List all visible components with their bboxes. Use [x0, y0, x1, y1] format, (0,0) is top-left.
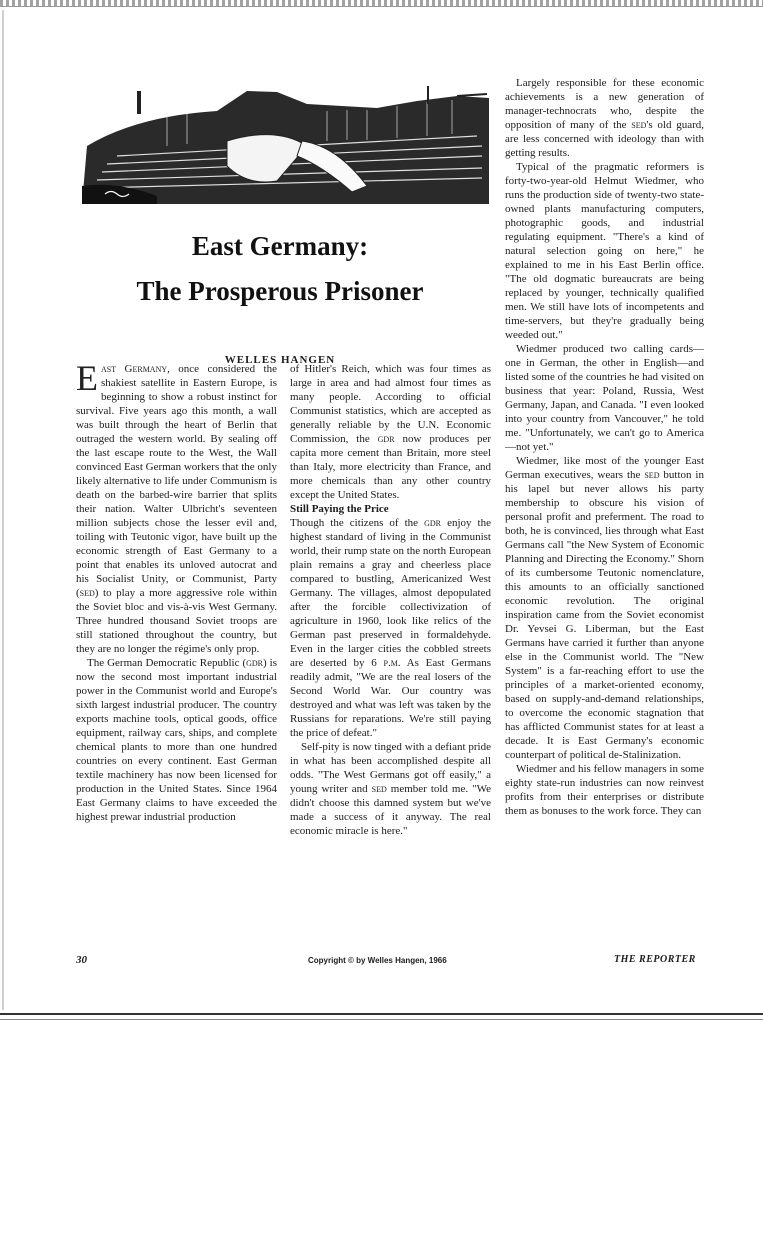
text: Self-pity is now tinged with a defiant pride in what has been accomplished despite all odds. "The West Germans got off easily," a young writer and — [290, 741, 491, 795]
paragraph: Wiedmer produced two calling cards—one in German, the other in English—and listed some of the countries he had visited on business that year: Poland, Russia, West Germany, Japan, and Canada. "I even looked into your country from Vancouver," he told me. "Unfortunately, we can't go to America—not yet." — [505, 343, 704, 453]
article-title-line-1: East Germany: — [191, 231, 369, 261]
paragraph: Typical of the pragmatic reformers is forty-two-year-old Helmut Wiedmer, who runs the production side of twenty-two state-owned plants manufacturing computers, photographic goods, and industrial regulating equipment. "There's a kind of natural selection going on here," he explained to me in his East Berlin office. "The old dogmatic bureaucrats are being replaced by younger, technically qualified men. We still have lots of incompetents and time-servers, but they're gradually being weeded out." — [505, 161, 704, 341]
paragraph: Wiedmer and his fellow managers in some eighty state-run industries can now reinvest profits from their enterprises or distribute them as bonuses to the work force. They can — [505, 763, 704, 817]
section-subhead: Still Paying the Price — [290, 503, 389, 515]
abbrev: gdr — [377, 433, 395, 445]
paragraph — [505, 454, 704, 762]
text: Though the citizens of the — [290, 517, 425, 529]
text: of Hitler's Reich, which was four times as large in area and had almost four times as many people. According to official Communist statistics, which are accepted as generally reliable by the U.N. Economic Commission, the — [290, 363, 491, 445]
text: Largely responsible for these economic achievements is a new generation of manager-technocrats who, despite the opposition of many of the — [505, 77, 704, 131]
text: once considered the shakiest satellite in Eastern Europe, is beginning to show a robust instinct for survival. Five years ago this month, a wall was built through the heart of Berlin that outraged the western world. By sealing off the last escape route to the West, the Wall convinced East German workers that the only likely alternative to life under Communism is death on the barbed-wire barrier that splits their nation. Walter Ulbricht's seventeen million subjects chose the lesser evil and, toiling with Teutonic vigor, have built up the economic strength of East Germany to a point that enables its unloved autocrat and his Socialist Unity, or Communist, Party ( — [76, 363, 277, 599]
paragraph — [290, 740, 491, 838]
abbrev: sed — [631, 119, 647, 131]
page-edge-left — [2, 10, 4, 1010]
abbrev: sed — [371, 783, 387, 795]
paragraph — [290, 362, 491, 502]
text: member told me. "We didn't choose this damned system but we've made a success of it anyway. The real economic miracle is here." — [290, 783, 491, 837]
text: enjoy the highest standard of living in the Communist world, their rump state on the north European plain remains a gray and cheerless place compared to bustling, Americanized West Germany. The villages, almost depopulated after the forcible collectivization of agriculture in 1960, look like relics of the German past preserved in formaldehyde. Even in the larger cities the cobbled streets are deserted by 6 — [290, 517, 492, 669]
text: 's old guard, are less concerned with ideology than with getting results. — [505, 119, 704, 159]
paragraph — [76, 656, 277, 824]
text: now produces per capita more cement than Britain, more steel than Italy, more electricity than France, and more chemicals than any other country except the United States. — [290, 433, 492, 501]
text: Wiedmer, like most of the younger East German executives, wears the — [505, 455, 704, 481]
abbrev: sed — [644, 469, 660, 481]
article-title-line-2: The Prosperous Prisoner — [136, 276, 424, 306]
text: As East Germans readily admit, "We are the real losers of the Second World War. Our country was destroyed and what was left was taken by the Russians for reparations. We're still paying the price of defeat." — [290, 657, 492, 739]
copyright-line: Copyright © by Welles Hangen, 1966 — [308, 956, 447, 965]
article-byline: WELLES HANGEN — [224, 354, 336, 366]
industrial-scene-illustration — [77, 86, 492, 204]
abbrev: sed — [79, 587, 95, 599]
text: The German Democratic Republic ( — [87, 657, 247, 669]
abbrev: gdr — [246, 657, 264, 669]
paragraph — [290, 516, 491, 740]
lead-in: ast Germany, — [101, 363, 170, 375]
scan-edge-line — [0, 6, 763, 7]
text: ) is now the second most important industrial power in the Communist world and Europe's sixth largest industrial producer. The country exports machine tools, optical goods, office equipment, railway cars, ships, and complete chemical plants to more than one hundred countries on every continent. East German textile machinery has now been licensed for production in the United States. Since 1964 East Germany claims to have exceeded the highest prewar industrial production — [76, 657, 277, 823]
page-number: 30 — [76, 954, 87, 966]
abbrev: p.m. — [383, 657, 401, 669]
text: ) to play a more aggressive role within the Soviet bloc and vis-à-vis West Germany. Three hundred thousand Soviet troops are still stationed throughout the country, but they are no longer the régime's only prop. — [76, 587, 277, 655]
paragraph — [505, 76, 704, 160]
publication-name: THE REPORTER — [614, 954, 696, 965]
column-3 — [505, 76, 704, 818]
column-2 — [290, 362, 491, 838]
column-1 — [76, 358, 277, 824]
abbrev: gdr — [424, 517, 442, 529]
drop-cap: E — [76, 358, 98, 398]
page-bottom-rule — [0, 1013, 763, 1015]
text: button in his lapel but never allows his party membership to obscure his vision of personal profit and preferment. The road to both, he is convinced, lies through what East Germans call "the New System of Economic Planning and Directing the Economy." Shorn of its cumbersome Teutonic nomenclature, this amounts to an officially sanctioned economic revolution. The original inspiration came from the Soviet economist Dr. Yevsei G. Liberman, but the East Germans have carried it further than anyone else in the Communist world. The "New System" is a far-reaching effort to use the principles of a market-oriented economy, based on supply-and-demand relationships, to overcome the economic stagnation that has afflicted Communist states for at least a decade. It is East Germany's economic counterpart of political de-Stalinization. — [505, 469, 704, 761]
paragraph — [76, 358, 277, 656]
page-bottom-rule-2 — [0, 1019, 763, 1020]
